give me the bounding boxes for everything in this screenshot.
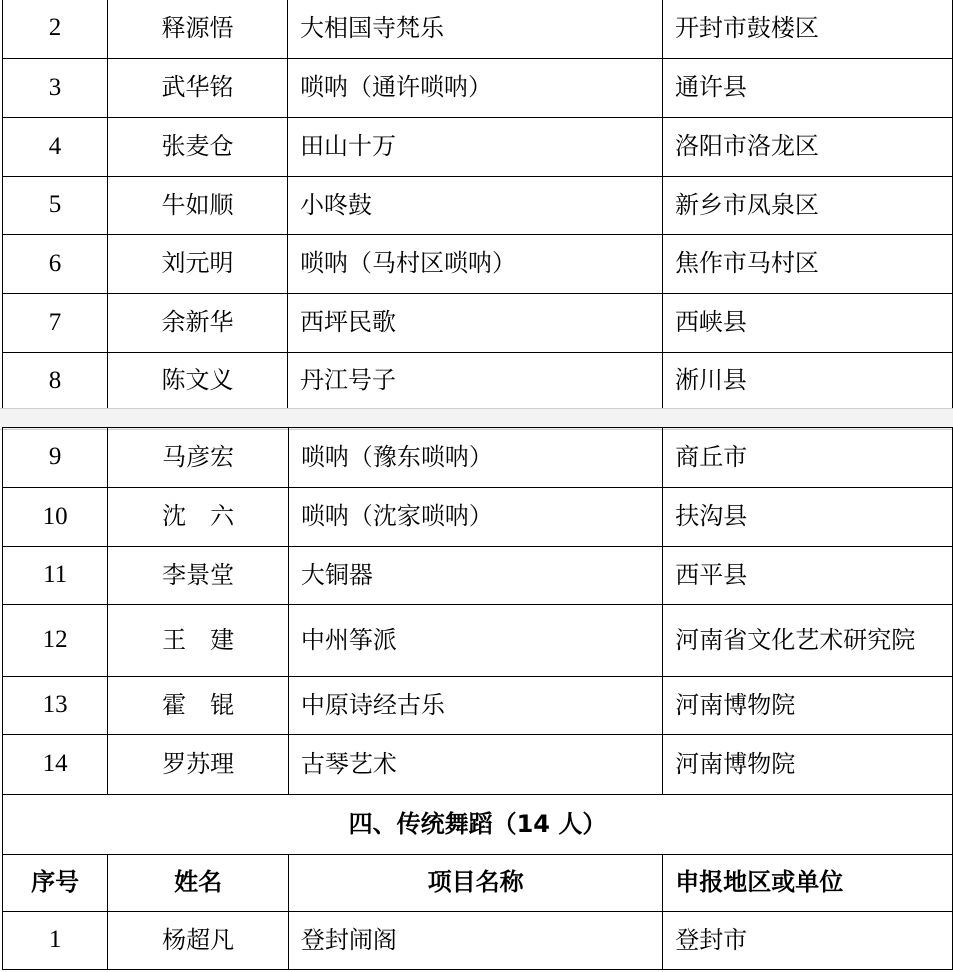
table-row — [3, 428, 953, 488]
table-row — [3, 735, 953, 795]
table-row — [3, 605, 953, 677]
table-row — [3, 294, 953, 353]
section-row — [3, 795, 953, 855]
inheritor-name: 李景堂 — [108, 547, 289, 605]
table-row — [3, 677, 953, 735]
region-unit: 新乡市凤泉区 — [662, 177, 952, 235]
inheritor-table-bottom — [2, 427, 953, 970]
region-unit: 洛阳市洛龙区 — [662, 118, 952, 177]
row-number: 13 — [3, 677, 108, 735]
table-row — [3, 488, 953, 547]
inheritor-name: 张麦仓 — [108, 118, 288, 177]
project-name: 丹江号子 — [288, 353, 663, 410]
project-name: 西坪民歌 — [288, 294, 663, 353]
inheritor-name: 牛如顺 — [108, 177, 288, 235]
inheritor-name: 沈 六 — [108, 488, 289, 547]
region-unit: 淅川县 — [662, 353, 952, 410]
inheritor-name: 陈文义 — [108, 353, 288, 410]
project-name: 唢呐（马村区唢呐） — [288, 235, 663, 294]
header-project: 项目名称 — [288, 855, 662, 912]
row-number: 1 — [3, 912, 108, 970]
table-row — [3, 912, 953, 970]
region-unit: 西平县 — [663, 547, 953, 605]
region-unit: 扶沟县 — [663, 488, 953, 547]
project-name: 唢呐（沈家唢呐） — [288, 488, 662, 547]
row-number: 6 — [3, 235, 108, 294]
region-unit: 西峡县 — [662, 294, 952, 353]
region-unit: 焦作市马村区 — [662, 235, 952, 294]
inheritor-name: 王 建 — [108, 605, 289, 677]
header-number: 序号 — [3, 855, 108, 912]
table-row — [3, 177, 953, 235]
row-number: 7 — [3, 294, 108, 353]
region-unit: 开封市鼓楼区 — [662, 0, 952, 59]
table-row — [3, 118, 953, 177]
project-name: 古琴艺术 — [288, 735, 662, 795]
region-unit: 河南博物院 — [663, 677, 953, 735]
inheritor-name: 武华铭 — [108, 59, 288, 118]
inheritor-name: 释源悟 — [108, 0, 288, 59]
project-name: 大相国寺梵乐 — [288, 0, 663, 59]
row-number: 2 — [3, 0, 108, 59]
project-name: 唢呐（豫东唢呐） — [288, 428, 662, 488]
row-number: 9 — [3, 428, 108, 488]
region-unit: 河南省文化艺术研究院 — [663, 605, 953, 677]
row-number: 3 — [3, 59, 108, 118]
row-number: 4 — [3, 118, 108, 177]
inheritor-name: 杨超凡 — [108, 912, 289, 970]
inheritor-name: 霍 锟 — [108, 677, 289, 735]
project-name: 登封闹阁 — [288, 912, 662, 970]
header-name: 姓名 — [108, 855, 289, 912]
row-number: 14 — [3, 735, 108, 795]
table-row — [3, 547, 953, 605]
row-number: 11 — [3, 547, 108, 605]
row-number: 10 — [3, 488, 108, 547]
project-name: 唢呐（通许唢呐） — [288, 59, 663, 118]
row-number: 12 — [3, 605, 108, 677]
row-number: 5 — [3, 177, 108, 235]
inheritor-name: 罗苏理 — [108, 735, 289, 795]
inheritor-name: 刘元明 — [108, 235, 288, 294]
table-row — [3, 235, 953, 294]
region-unit: 河南博物院 — [663, 735, 953, 795]
inheritor-table-top — [2, 0, 953, 410]
row-number: 8 — [3, 353, 108, 410]
project-name: 中原诗经古乐 — [288, 677, 662, 735]
table-row — [3, 59, 953, 118]
region-unit: 通许县 — [662, 59, 952, 118]
region-unit: 登封市 — [663, 912, 953, 970]
project-name: 中州筝派 — [288, 605, 662, 677]
section-title: 四、传统舞蹈（14 人） — [3, 795, 953, 855]
header-region: 申报地区或单位 — [663, 855, 953, 912]
inheritor-name: 马彦宏 — [108, 428, 289, 488]
region-unit: 商丘市 — [663, 428, 953, 488]
table-row — [3, 353, 953, 410]
project-name: 小咚鼓 — [288, 177, 663, 235]
header-row — [3, 855, 953, 912]
table-row — [3, 0, 953, 59]
inheritor-name: 余新华 — [108, 294, 288, 353]
project-name: 大铜器 — [288, 547, 662, 605]
project-name: 田山十万 — [288, 118, 663, 177]
